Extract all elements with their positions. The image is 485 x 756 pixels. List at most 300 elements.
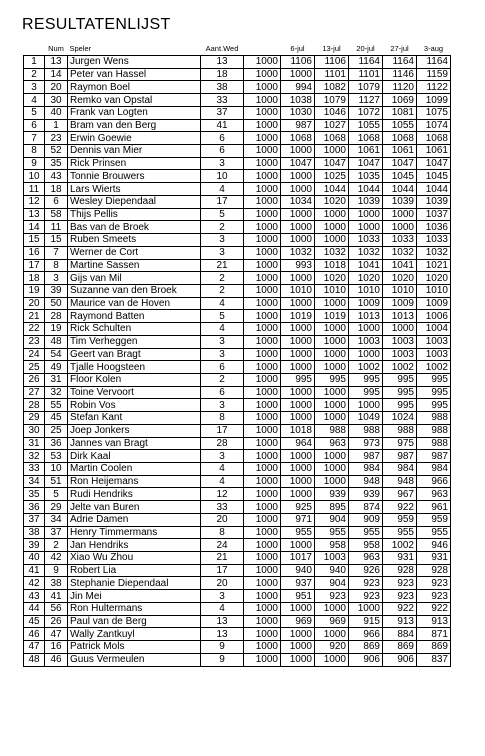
- cell-rating-date-4: 948: [383, 475, 417, 488]
- cell-rating-date-1: 987: [281, 119, 315, 132]
- cell-rating-date-1: 955: [281, 526, 315, 539]
- cell-rating-date-2: 1068: [315, 132, 349, 145]
- cell-base-rating: 1000: [244, 272, 281, 285]
- table-header: [24, 44, 451, 56]
- cell-aant-wed: 4: [201, 475, 244, 488]
- cell-rating-date-1: 971: [281, 513, 315, 526]
- cell-rating-date-2: 1010: [315, 284, 349, 297]
- cell-rating-date-1: 1000: [281, 641, 315, 654]
- table-row: [24, 437, 451, 450]
- cell-rating-date-1: 1000: [281, 348, 315, 361]
- cell-rank: 31: [24, 437, 45, 450]
- cell-rating-date-4: 995: [383, 399, 417, 412]
- cell-rating-date-4: 1000: [383, 323, 417, 336]
- cell-base-rating: 1000: [244, 284, 281, 297]
- cell-player-name: Werner de Cort: [68, 246, 201, 259]
- cell-aant-wed: 3: [201, 246, 244, 259]
- cell-rating-date-1: 1034: [281, 195, 315, 208]
- cell-rank: 32: [24, 450, 45, 463]
- cell-rank: 40: [24, 552, 45, 565]
- cell-rank: 10: [24, 170, 45, 183]
- cell-player-name: Robert Lia: [68, 564, 201, 577]
- table-row: [24, 335, 451, 348]
- cell-rating-date-4: 922: [383, 501, 417, 514]
- table-row: [24, 412, 451, 425]
- cell-aant-wed: 13: [201, 615, 244, 628]
- cell-rating-date-5: 1044: [417, 183, 451, 196]
- table-row: [24, 145, 451, 158]
- cell-player-name: Tjalle Hoogsteen: [68, 361, 201, 374]
- table-row: [24, 641, 451, 654]
- cell-rating-date-1: 993: [281, 259, 315, 272]
- cell-num: 29: [45, 501, 68, 514]
- cell-rating-date-3: 1000: [349, 348, 383, 361]
- cell-rank: 33: [24, 463, 45, 476]
- cell-rating-date-3: 1013: [349, 310, 383, 323]
- cell-rating-date-3: 923: [349, 577, 383, 590]
- cell-player-name: Tim Verheggen: [68, 335, 201, 348]
- cell-rank: 25: [24, 361, 45, 374]
- cell-rating-date-5: 995: [417, 399, 451, 412]
- cell-rating-date-1: 937: [281, 577, 315, 590]
- cell-base-rating: 1000: [244, 463, 281, 476]
- cell-base-rating: 1000: [244, 221, 281, 234]
- cell-rating-date-5: 963: [417, 488, 451, 501]
- cell-base-rating: 1000: [244, 208, 281, 221]
- cell-player-name: Thijs Pellis: [68, 208, 201, 221]
- cell-rating-date-5: 928: [417, 564, 451, 577]
- cell-aant-wed: 6: [201, 132, 244, 145]
- cell-rating-date-5: 988: [417, 437, 451, 450]
- cell-rating-date-5: 966: [417, 475, 451, 488]
- cell-aant-wed: 9: [201, 653, 244, 666]
- cell-player-name: Raymon Boel: [68, 81, 201, 94]
- table-row: [24, 424, 451, 437]
- cell-num: 42: [45, 552, 68, 565]
- cell-player-name: Jurgen Wens: [68, 56, 201, 69]
- cell-rating-date-5: 1036: [417, 221, 451, 234]
- cell-rating-date-4: 1045: [383, 170, 417, 183]
- cell-base-rating: 1000: [244, 81, 281, 94]
- cell-rating-date-5: 946: [417, 539, 451, 552]
- cell-aant-wed: 4: [201, 463, 244, 476]
- cell-aant-wed: 2: [201, 284, 244, 297]
- cell-rating-date-3: 906: [349, 653, 383, 666]
- cell-rating-date-5: 1122: [417, 81, 451, 94]
- cell-rating-date-2: 988: [315, 424, 349, 437]
- cell-player-name: Jin Mei: [68, 590, 201, 603]
- cell-rating-date-1: 1017: [281, 552, 315, 565]
- cell-aant-wed: 8: [201, 526, 244, 539]
- cell-rating-date-3: 1033: [349, 234, 383, 247]
- cell-num: 5: [45, 488, 68, 501]
- cell-player-name: Frank van Logten: [68, 106, 201, 119]
- cell-num: 3: [45, 272, 68, 285]
- cell-rating-date-5: 961: [417, 501, 451, 514]
- cell-rating-date-4: 1061: [383, 145, 417, 158]
- cell-base-rating: 1000: [244, 628, 281, 641]
- cell-rating-date-4: 987: [383, 450, 417, 463]
- cell-rating-date-1: 1000: [281, 68, 315, 81]
- cell-rank: 24: [24, 348, 45, 361]
- cell-player-name: Martin Coolen: [68, 463, 201, 476]
- cell-rating-date-1: 994: [281, 81, 315, 94]
- cell-player-name: Adrie Damen: [68, 513, 201, 526]
- cell-num: 23: [45, 132, 68, 145]
- cell-aant-wed: 5: [201, 310, 244, 323]
- cell-rating-date-4: 995: [383, 373, 417, 386]
- cell-rank: 17: [24, 259, 45, 272]
- cell-rating-date-1: 951: [281, 590, 315, 603]
- cell-aant-wed: 2: [201, 373, 244, 386]
- cell-num: 9: [45, 564, 68, 577]
- cell-rating-date-2: 1079: [315, 94, 349, 107]
- cell-aant-wed: 13: [201, 628, 244, 641]
- cell-num: 55: [45, 399, 68, 412]
- cell-num: 48: [45, 335, 68, 348]
- cell-aant-wed: 17: [201, 424, 244, 437]
- cell-rating-date-5: 869: [417, 641, 451, 654]
- cell-aant-wed: 21: [201, 259, 244, 272]
- cell-base-rating: 1000: [244, 475, 281, 488]
- cell-rating-date-5: 987: [417, 450, 451, 463]
- cell-rank: 39: [24, 539, 45, 552]
- cell-rank: 27: [24, 386, 45, 399]
- cell-player-name: Rick Prinsen: [68, 157, 201, 170]
- cell-rating-date-1: 1000: [281, 450, 315, 463]
- cell-rating-date-1: 1000: [281, 323, 315, 336]
- cell-rating-date-3: 1049: [349, 412, 383, 425]
- cell-num: 34: [45, 513, 68, 526]
- cell-rating-date-2: 1000: [315, 628, 349, 641]
- cell-player-name: Robin Vos: [68, 399, 201, 412]
- cell-aant-wed: 3: [201, 399, 244, 412]
- table-row: [24, 386, 451, 399]
- cell-rating-date-2: 1018: [315, 259, 349, 272]
- cell-base-rating: 1000: [244, 552, 281, 565]
- cell-base-rating: 1000: [244, 450, 281, 463]
- cell-rank: 11: [24, 183, 45, 196]
- cell-rating-date-5: 871: [417, 628, 451, 641]
- cell-rank: 41: [24, 564, 45, 577]
- cell-player-name: Guus Vermeulen: [68, 653, 201, 666]
- cell-rating-date-5: 922: [417, 602, 451, 615]
- cell-rating-date-5: 1033: [417, 234, 451, 247]
- cell-rank: 44: [24, 602, 45, 615]
- cell-aant-wed: 17: [201, 564, 244, 577]
- cell-rating-date-3: 1020: [349, 272, 383, 285]
- table-row: [24, 539, 451, 552]
- cell-rank: 28: [24, 399, 45, 412]
- header-rank: [24, 44, 45, 56]
- cell-rating-date-1: 969: [281, 615, 315, 628]
- cell-aant-wed: 28: [201, 437, 244, 450]
- cell-rating-date-5: 931: [417, 552, 451, 565]
- cell-rating-date-2: 1000: [315, 221, 349, 234]
- header-base: [244, 44, 281, 56]
- cell-num: 11: [45, 221, 68, 234]
- table-row: [24, 81, 451, 94]
- cell-rating-date-3: 1044: [349, 183, 383, 196]
- cell-rating-date-5: 1045: [417, 170, 451, 183]
- cell-rating-date-4: 1000: [383, 221, 417, 234]
- cell-rank: 3: [24, 81, 45, 94]
- table-row: [24, 590, 451, 603]
- cell-rating-date-1: 1000: [281, 234, 315, 247]
- cell-base-rating: 1000: [244, 310, 281, 323]
- cell-num: 52: [45, 145, 68, 158]
- cell-player-name: Ron Hultermans: [68, 602, 201, 615]
- cell-num: 7: [45, 246, 68, 259]
- cell-player-name: Suzanne van den Broek: [68, 284, 201, 297]
- cell-rating-date-3: 1072: [349, 106, 383, 119]
- cell-rating-date-3: 984: [349, 463, 383, 476]
- cell-rating-date-3: 1061: [349, 145, 383, 158]
- table-row: [24, 56, 451, 69]
- cell-rank: 5: [24, 106, 45, 119]
- cell-rank: 37: [24, 513, 45, 526]
- cell-rating-date-4: 995: [383, 386, 417, 399]
- cell-rating-date-2: 1000: [315, 653, 349, 666]
- cell-rank: 46: [24, 628, 45, 641]
- cell-rank: 30: [24, 424, 45, 437]
- cell-rating-date-2: 1000: [315, 602, 349, 615]
- cell-rating-date-3: 1127: [349, 94, 383, 107]
- cell-rating-date-1: 1000: [281, 170, 315, 183]
- cell-base-rating: 1000: [244, 246, 281, 259]
- cell-rating-date-3: 1000: [349, 399, 383, 412]
- cell-rank: 23: [24, 335, 45, 348]
- cell-rating-date-3: 1000: [349, 221, 383, 234]
- cell-rating-date-4: 959: [383, 513, 417, 526]
- cell-aant-wed: 6: [201, 361, 244, 374]
- cell-player-name: Erwin Goewie: [68, 132, 201, 145]
- cell-rank: 14: [24, 221, 45, 234]
- cell-rating-date-2: 1046: [315, 106, 349, 119]
- cell-rank: 1: [24, 56, 45, 69]
- cell-num: 13: [45, 56, 68, 69]
- cell-rating-date-2: 1000: [315, 297, 349, 310]
- cell-aant-wed: 37: [201, 106, 244, 119]
- table-row: [24, 195, 451, 208]
- cell-rating-date-3: 1164: [349, 56, 383, 69]
- cell-rating-date-5: 955: [417, 526, 451, 539]
- results-table: [23, 44, 451, 667]
- cell-rating-date-1: 1030: [281, 106, 315, 119]
- cell-rating-date-3: 1055: [349, 119, 383, 132]
- cell-num: 37: [45, 526, 68, 539]
- cell-rank: 2: [24, 68, 45, 81]
- cell-aant-wed: 2: [201, 221, 244, 234]
- cell-rating-date-4: 869: [383, 641, 417, 654]
- table-row: [24, 221, 451, 234]
- cell-rating-date-3: 1079: [349, 81, 383, 94]
- cell-rating-date-1: 1000: [281, 221, 315, 234]
- cell-rating-date-2: 923: [315, 590, 349, 603]
- cell-rating-date-3: 1047: [349, 157, 383, 170]
- table-row: [24, 399, 451, 412]
- cell-rank: 34: [24, 475, 45, 488]
- cell-player-name: Jannes van Bragt: [68, 437, 201, 450]
- cell-aant-wed: 9: [201, 641, 244, 654]
- cell-rating-date-1: 1000: [281, 488, 315, 501]
- cell-aant-wed: 20: [201, 577, 244, 590]
- table-row: [24, 310, 451, 323]
- cell-rating-date-4: 988: [383, 424, 417, 437]
- cell-base-rating: 1000: [244, 157, 281, 170]
- cell-rank: 26: [24, 373, 45, 386]
- cell-num: 26: [45, 615, 68, 628]
- cell-num: 56: [45, 602, 68, 615]
- cell-player-name: Stefan Kant: [68, 412, 201, 425]
- cell-rating-date-4: 975: [383, 437, 417, 450]
- cell-rating-date-1: 1047: [281, 157, 315, 170]
- header-date-5: 3-aug: [423, 44, 444, 53]
- header-aant-wed: Aant.Wed: [205, 44, 239, 53]
- table-row: [24, 628, 451, 641]
- cell-rating-date-1: 1000: [281, 475, 315, 488]
- cell-rating-date-5: 988: [417, 412, 451, 425]
- cell-rating-date-5: 1020: [417, 272, 451, 285]
- cell-player-name: Floor Kolen: [68, 373, 201, 386]
- cell-rating-date-3: 1000: [349, 208, 383, 221]
- cell-player-name: Lars Wierts: [68, 183, 201, 196]
- cell-rating-date-2: 895: [315, 501, 349, 514]
- cell-player-name: Ron Heijemans: [68, 475, 201, 488]
- cell-player-name: Jan Hendriks: [68, 539, 201, 552]
- cell-rank: 9: [24, 157, 45, 170]
- cell-rating-date-3: 987: [349, 450, 383, 463]
- cell-rank: 16: [24, 246, 45, 259]
- cell-num: 20: [45, 81, 68, 94]
- cell-rating-date-3: 966: [349, 628, 383, 641]
- cell-player-name: Peter van Hassel: [68, 68, 201, 81]
- cell-num: 19: [45, 323, 68, 336]
- cell-rating-date-4: 1032: [383, 246, 417, 259]
- cell-rating-date-2: 1000: [315, 463, 349, 476]
- table-row: [24, 297, 451, 310]
- cell-rating-date-1: 1000: [281, 335, 315, 348]
- cell-rating-date-5: 1010: [417, 284, 451, 297]
- cell-base-rating: 1000: [244, 119, 281, 132]
- table-row: [24, 488, 451, 501]
- cell-player-name: Patrick Mols: [68, 641, 201, 654]
- cell-player-name: Wally Zantkuyl: [68, 628, 201, 641]
- cell-player-name: Dennis van Mier: [68, 145, 201, 158]
- page-title: RESULTATENLIJST: [22, 16, 171, 33]
- cell-player-name: Paul van de Berg: [68, 615, 201, 628]
- cell-base-rating: 1000: [244, 653, 281, 666]
- cell-rating-date-2: 1027: [315, 119, 349, 132]
- cell-rating-date-5: 995: [417, 386, 451, 399]
- cell-rank: 45: [24, 615, 45, 628]
- cell-num: 46: [45, 653, 68, 666]
- cell-rating-date-5: 1004: [417, 323, 451, 336]
- cell-rating-date-5: 988: [417, 424, 451, 437]
- cell-num: 14: [45, 68, 68, 81]
- cell-rating-date-3: 958: [349, 539, 383, 552]
- cell-rating-date-3: 995: [349, 386, 383, 399]
- cell-rating-date-1: 1000: [281, 539, 315, 552]
- cell-rating-date-3: 923: [349, 590, 383, 603]
- cell-rating-date-2: 1082: [315, 81, 349, 94]
- cell-rating-date-1: 1000: [281, 183, 315, 196]
- cell-player-name: Toine Vervoort: [68, 386, 201, 399]
- cell-player-name: Tonnie Brouwers: [68, 170, 201, 183]
- cell-rating-date-2: 1000: [315, 475, 349, 488]
- cell-rating-date-4: 1120: [383, 81, 417, 94]
- cell-rating-date-3: 915: [349, 615, 383, 628]
- cell-rank: 38: [24, 526, 45, 539]
- cell-player-name: Joep Jonkers: [68, 424, 201, 437]
- cell-rating-date-5: 913: [417, 615, 451, 628]
- cell-base-rating: 1000: [244, 590, 281, 603]
- cell-base-rating: 1000: [244, 323, 281, 336]
- cell-rating-date-5: 995: [417, 373, 451, 386]
- table-body: [24, 56, 451, 667]
- cell-rating-date-1: 1000: [281, 602, 315, 615]
- cell-base-rating: 1000: [244, 348, 281, 361]
- cell-rating-date-4: 1024: [383, 412, 417, 425]
- cell-rating-date-5: 1003: [417, 335, 451, 348]
- cell-aant-wed: 3: [201, 590, 244, 603]
- cell-rating-date-2: 939: [315, 488, 349, 501]
- table-row: [24, 552, 451, 565]
- cell-rating-date-4: 1020: [383, 272, 417, 285]
- cell-rating-date-1: 1000: [281, 386, 315, 399]
- table-row: [24, 132, 451, 145]
- cell-rating-date-2: 1101: [315, 68, 349, 81]
- cell-player-name: Xiao Wu Zhou: [68, 552, 201, 565]
- cell-rating-date-2: 969: [315, 615, 349, 628]
- header-num: Num: [48, 44, 64, 53]
- cell-aant-wed: 6: [201, 386, 244, 399]
- cell-rating-date-1: 1000: [281, 399, 315, 412]
- cell-base-rating: 1000: [244, 297, 281, 310]
- cell-rating-date-3: 1010: [349, 284, 383, 297]
- table-row: [24, 526, 451, 539]
- cell-rating-date-4: 1041: [383, 259, 417, 272]
- cell-rating-date-2: 1032: [315, 246, 349, 259]
- cell-rating-date-1: 925: [281, 501, 315, 514]
- cell-rating-date-4: 1009: [383, 297, 417, 310]
- cell-base-rating: 1000: [244, 412, 281, 425]
- table-row: [24, 463, 451, 476]
- cell-rating-date-2: 1025: [315, 170, 349, 183]
- cell-player-name: Raymond Batten: [68, 310, 201, 323]
- cell-rating-date-5: 984: [417, 463, 451, 476]
- cell-rating-date-5: 1003: [417, 348, 451, 361]
- cell-rating-date-4: 1002: [383, 361, 417, 374]
- cell-player-name: Dirk Kaal: [68, 450, 201, 463]
- cell-player-name: Ruben Smeets: [68, 234, 201, 247]
- cell-base-rating: 1000: [244, 488, 281, 501]
- table-row: [24, 653, 451, 666]
- cell-rating-date-3: 1101: [349, 68, 383, 81]
- cell-rating-date-4: 1081: [383, 106, 417, 119]
- cell-rating-date-3: 963: [349, 552, 383, 565]
- table-row: [24, 577, 451, 590]
- cell-rating-date-2: 1000: [315, 234, 349, 247]
- cell-rating-date-5: 1068: [417, 132, 451, 145]
- cell-aant-wed: 6: [201, 145, 244, 158]
- table-row: [24, 373, 451, 386]
- cell-rating-date-2: 1000: [315, 208, 349, 221]
- cell-rating-date-1: 1106: [281, 56, 315, 69]
- cell-rank: 8: [24, 145, 45, 158]
- cell-rating-date-4: 1069: [383, 94, 417, 107]
- cell-aant-wed: 3: [201, 450, 244, 463]
